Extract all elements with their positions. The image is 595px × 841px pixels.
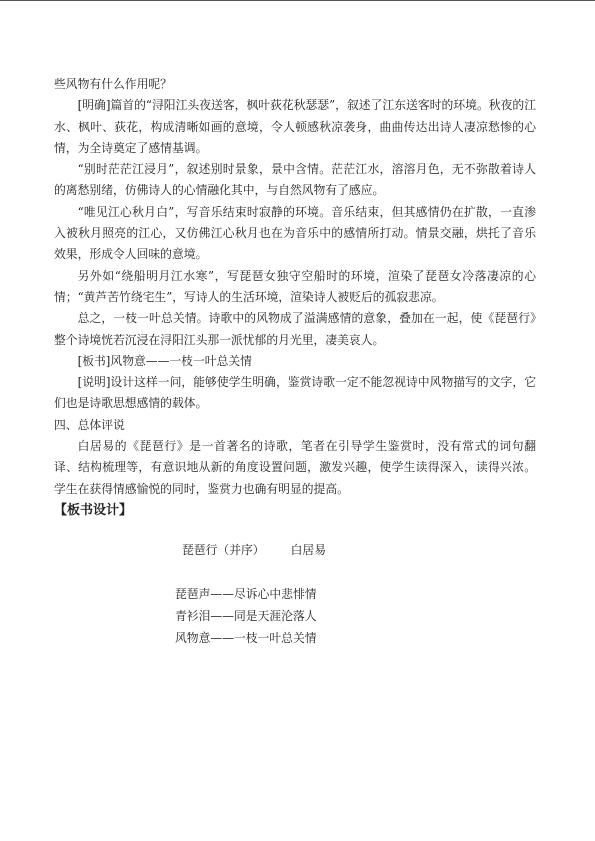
board-title-line bbox=[182, 541, 326, 558]
board-item: 琵琶声——尽诉心中悲悱情 bbox=[175, 587, 317, 601]
paragraph-explanation: [说明]设计这样一问，能够使学生明确，鉴赏诗歌一定不能忽视诗中风物描写的文字，它们也是诗歌思想感情的载体。 bbox=[54, 375, 536, 411]
paragraph-parting-scene: “别时茫茫江浸月”，叙述别时景象，景中含情。茫茫江水，溶溶月色，无不弥散着诗人的离愁别绪，仿佛诗人的心情融化其中，与自然风物有了感应。 bbox=[54, 162, 536, 198]
paragraph-summary: 总之，一枝一叶总关情。诗歌中的风物成了溢满感情的意象，叠加在一起，使《琵琶行》整个诗境恍若沉浸在浔阳江头那一派忧郁的月光里，凄美哀人。 bbox=[54, 311, 536, 347]
board-poem-title: 琵琶行（并序） bbox=[182, 543, 265, 557]
paragraph-continuation: 些风物有什么作用呢？ bbox=[54, 77, 172, 91]
paragraph-moon-river: “唯见江心秋月白”，写音乐结束时寂静的环境。音乐结束，但其感情仍在扩散，一直渗入被秋月照亮的江心，又仿佛江心秋月也在为音乐中的感情所打动。情景交融，烘托了音乐效果，形成令人回味的意境。 bbox=[54, 204, 536, 262]
board-item: 青衫泪——同是天涯沦落人 bbox=[175, 609, 317, 623]
board-poem-author: 白居易 bbox=[290, 543, 326, 557]
board-design-heading: 【板书设计】 bbox=[54, 502, 133, 518]
paragraph-clarification: [明确]篇首的“浔阳江头夜送客，枫叶荻花秋瑟瑟”，叙述了江东送客时的环境。秋夜的江水、枫叶、荻花，构成清晰如画的意境，令人顿感秋凉袭身，曲曲传达出诗人凄凉愁惨的心情，为全诗奠定了感情基调。 bbox=[54, 98, 536, 155]
board-item: 风物意——一枝一叶总关情 bbox=[175, 631, 317, 645]
section-heading-overall-review: 四、总体评说 bbox=[54, 417, 125, 432]
paragraph-blackboard-note: [板书]风物意——一枝一叶总关情 bbox=[77, 353, 252, 368]
paragraph-overall-review: 白居易的《琵琶行》是一首著名的诗歌，笔者在引导学生鉴赏时，没有常式的词句翻译、结构梳理等，有意识地从新的角度设置问题，激发兴趣，使学生读得深入，读得兴浓。学生在获得情感愉悦的同时，鉴赏力也确有明显的提高。 bbox=[54, 439, 536, 496]
paragraph-other-scenes: 另外如“绕船明月江水寒”，写琵琶女独守空船时的环境，渲染了琵琶女冷落凄凉的心情；“黄芦苦竹绕宅生”，写诗人的生活环境，渲染诗人被贬后的孤寂悲凉。 bbox=[54, 268, 536, 304]
